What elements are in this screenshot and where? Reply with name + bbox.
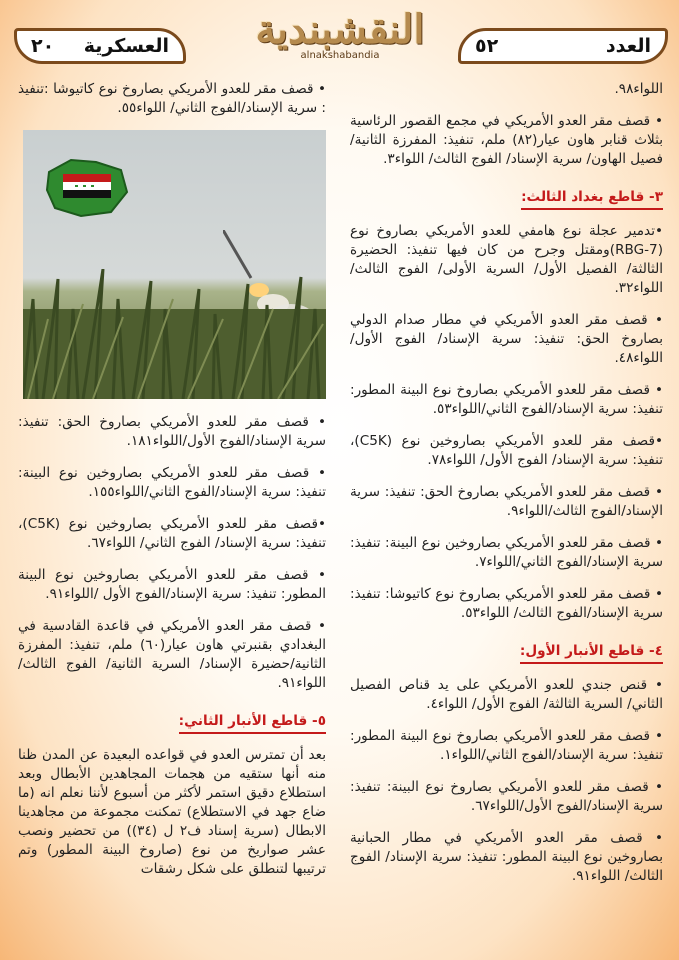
reeds-icon: [23, 269, 326, 399]
list-item: • قصف مقر للعدو الأمريكي بصاروخ نوع البينة: تنفيذ: سرية الإسناد/الفوج الأول/اللواء٦٧.: [350, 779, 663, 814]
list-item: • قصف مقر العدو الأمريكي في مطار الحبانية بصاروخين نوع البينة المطور: تنفيذ: سرية الإسناد/ الفوج الثالث/ اللواء٩١.: [350, 830, 663, 884]
list-item: • قصف مقر للعدو الأمريكي بصاروخ نوع كاتيوشا :تنفيذ : سرية الإسناد/الفوج الثاني/ اللواء٥٥.: [18, 81, 326, 116]
section-label: العسكرية: [83, 35, 169, 57]
logo-subtitle: alnakshabandia: [300, 50, 380, 61]
list-item: •تدمير عجلة نوع هامفي للعدو الأمريكي بصاروخ نوع (RBG-7)ومقتل وجرح من كان فيها تنفيذ: الحضيرة الثالثة/ الفصيل الأول/ السرية الأولى/ الفوج الثالث/ اللواء٣٢.: [350, 223, 663, 296]
section-heading: ٥- قاطع الأنبار الثاني:: [179, 712, 326, 734]
list-item: • قصف مقر للعدو الأمريكي بصاروخ نوع البينة المطور: تنفيذ: سرية الإسناد/الفوج الثاني/اللواء٥٣.: [350, 382, 663, 417]
logo-title: النقشبندية: [255, 6, 425, 53]
list-item: • قصف مقر للعدو الأمريكي بصاروخ نوع كاتيوشا: تنفيذ: سرية الإسناد/الفوج الثالث/ اللواء٥٣.: [350, 586, 663, 621]
page-header: [0, 0, 679, 88]
left-column: [18, 80, 326, 879]
issue-tab: [458, 28, 668, 64]
section-heading: ٤- قاطع الأنبار الأول:: [520, 642, 663, 664]
section-heading: ٣- قاطع بغداد الثالث:: [521, 188, 663, 210]
list-item: • قنص جندي للعدو الأمريكي على يد قناص الفصيل الثاني/ السرية الثالثة/ الفوج الأول/ اللواء٤.: [350, 677, 663, 712]
list-item: • قصف مقر العدو الأمريكي في قاعدة القادسية في البغدادي بقنبرتي هاون عيار(٦٠) ملم، تنفيذ: المفرزة الثانية/حضيرة الإسناد/ السرية الثانية/ الفوج الثالث/ اللواء٩١.: [18, 618, 326, 691]
rocket-launch-photo: [23, 130, 326, 399]
list-item: • قصف مقر للعدو الأمريكي بصاروخ الحق: تنفيذ: سرية الإسناد/الفوج الثالث/اللواء٩.: [350, 484, 663, 519]
list-item: •قصف مقر للعدو الأمريكي بصاروخين نوع (C5K)، تنفيذ: سرية الإسناد/ الفوج الثاني/ اللواء٦٧.: [18, 516, 326, 551]
page-number: ٢٠: [31, 35, 55, 57]
issue-label: العدد: [605, 35, 651, 57]
flag-map-emblem-icon: [41, 152, 133, 222]
section-paragraph: بعد أن تمترس العدو في قواعده البعيدة عن المدن ظنا منه أنها ستقيه من هجمات المجاهدين الأبطال وبعد استطلاع دقيق استمر لأكثر من أسبوع لأننا نعلم انه (ما ضاع جهد في الاستطلاع) تمكنت مجموعة من مجاهدينا الابطال (سرية إسناد ف٢ ل (٣٤)) من تحضير ونصب عشر صواريخ من نوع (صاروخ البينة المطور) وتم ترتيبها لتنطلق على شكل رشقات: [18, 747, 326, 877]
issue-number: ٥٢: [475, 35, 499, 57]
list-item: • قصف مقر العدو الأمريكي في مجمع القصور الرئاسية بثلاث قنابر هاون عيار(٨٢) ملم، تنفيذ: المفرزة الثانية/ فصيل الهاون/ سرية الإسناد/ الفوج الثالث/ اللواء٣.: [350, 113, 663, 167]
list-item: • قصف مقر للعدو الأمريكي بصاروخين نوع البينة المطور: تنفيذ: سرية الإسناد/الفوج الأول /اللواء٩١.: [18, 567, 326, 602]
list-item: • قصف مقر للعدو الأمريكي بصاروخ نوع البينة المطور: تنفيذ: سرية الإسناد/الفوج الثاني/اللواء١.: [350, 728, 663, 763]
right-column: [350, 80, 663, 899]
list-item: • قصف مقر العدو الأمريكي في مطار صدام الدولي بصاروخ الحق: تنفيذ: سرية الإسناد/ الفوج الأول/ اللواء٤٨.: [350, 312, 663, 366]
list-item: • قصف مقر للعدو الأمريكي بصاروخين نوع البينة: تنفيذ: سرية الإسناد/الفوج الثاني/اللواء١٥٥.: [18, 465, 326, 500]
list-item: • قصف مقر للعدو الأمريكي بصاروخ الحق: تنفيذ: سرية الإسناد/الفوج الأول/اللواء١٨١.: [18, 414, 326, 449]
list-item: • قصف مقر للعدو الأمريكي بصاروخين نوع البينة: تنفيذ: سرية الإسناد/الفوج الثاني/اللواء٧.: [350, 535, 663, 570]
list-item: اللواء٩٨.: [614, 81, 663, 97]
section-tab: [14, 28, 186, 64]
magazine-logo: [240, 4, 440, 84]
list-item: •قصف مقر للعدو الأمريكي بصاروخين نوع (C5K)، تنفيذ: سرية الإسناد/ الفوج الأول/ اللواء٧٨.: [350, 433, 663, 468]
